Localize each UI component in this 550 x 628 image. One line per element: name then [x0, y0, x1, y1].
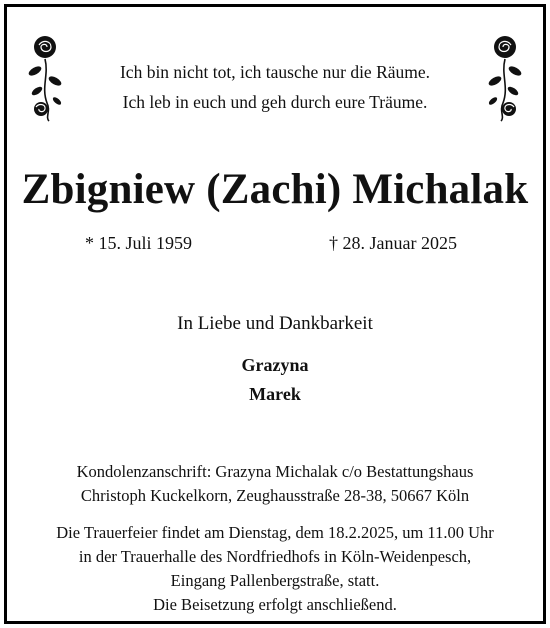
poem-line: Ich bin nicht tot, ich tausche nur die Räume. — [119, 62, 431, 82]
gratitude-line: In Liebe und Dankbarkeit — [177, 313, 373, 334]
funeral-ceremony-info — [7, 521, 543, 617]
obituary-card — [4, 4, 546, 624]
address-line: Christoph Kuckelkorn, Zeughausstraße 28-38, 50667 Köln — [80, 486, 470, 505]
poem — [7, 57, 543, 117]
relative-name: Grazyna — [241, 355, 309, 375]
ceremony-line: Die Trauerfeier findet am Dienstag, dem 18.2.2025, um 11.00 Uhr — [56, 523, 494, 542]
address-line: Kondolenzanschrift: Grazyna Michalak c/o Bestattungshaus — [76, 462, 474, 481]
ceremony-line: in der Trauerhalle des Nordfriedhofs in Köln-Weidenpesch, — [78, 547, 472, 566]
relatives-list — [7, 351, 543, 409]
condolence-address — [7, 460, 543, 508]
ceremony-line: Die Beisetzung erfolgt anschließend. — [153, 595, 397, 614]
ceremony-line: Eingang Pallenbergstraße, statt. — [170, 571, 380, 590]
poem-line: Ich leb in euch und geh durch eure Träume. — [122, 92, 428, 112]
death-date: † 28. Januar 2025 — [329, 233, 457, 253]
relative-name: Marek — [249, 384, 301, 404]
deceased-name: Zbigniew (Zachi) Michalak — [21, 166, 529, 213]
birth-date: * 15. Juli 1959 — [85, 233, 193, 253]
